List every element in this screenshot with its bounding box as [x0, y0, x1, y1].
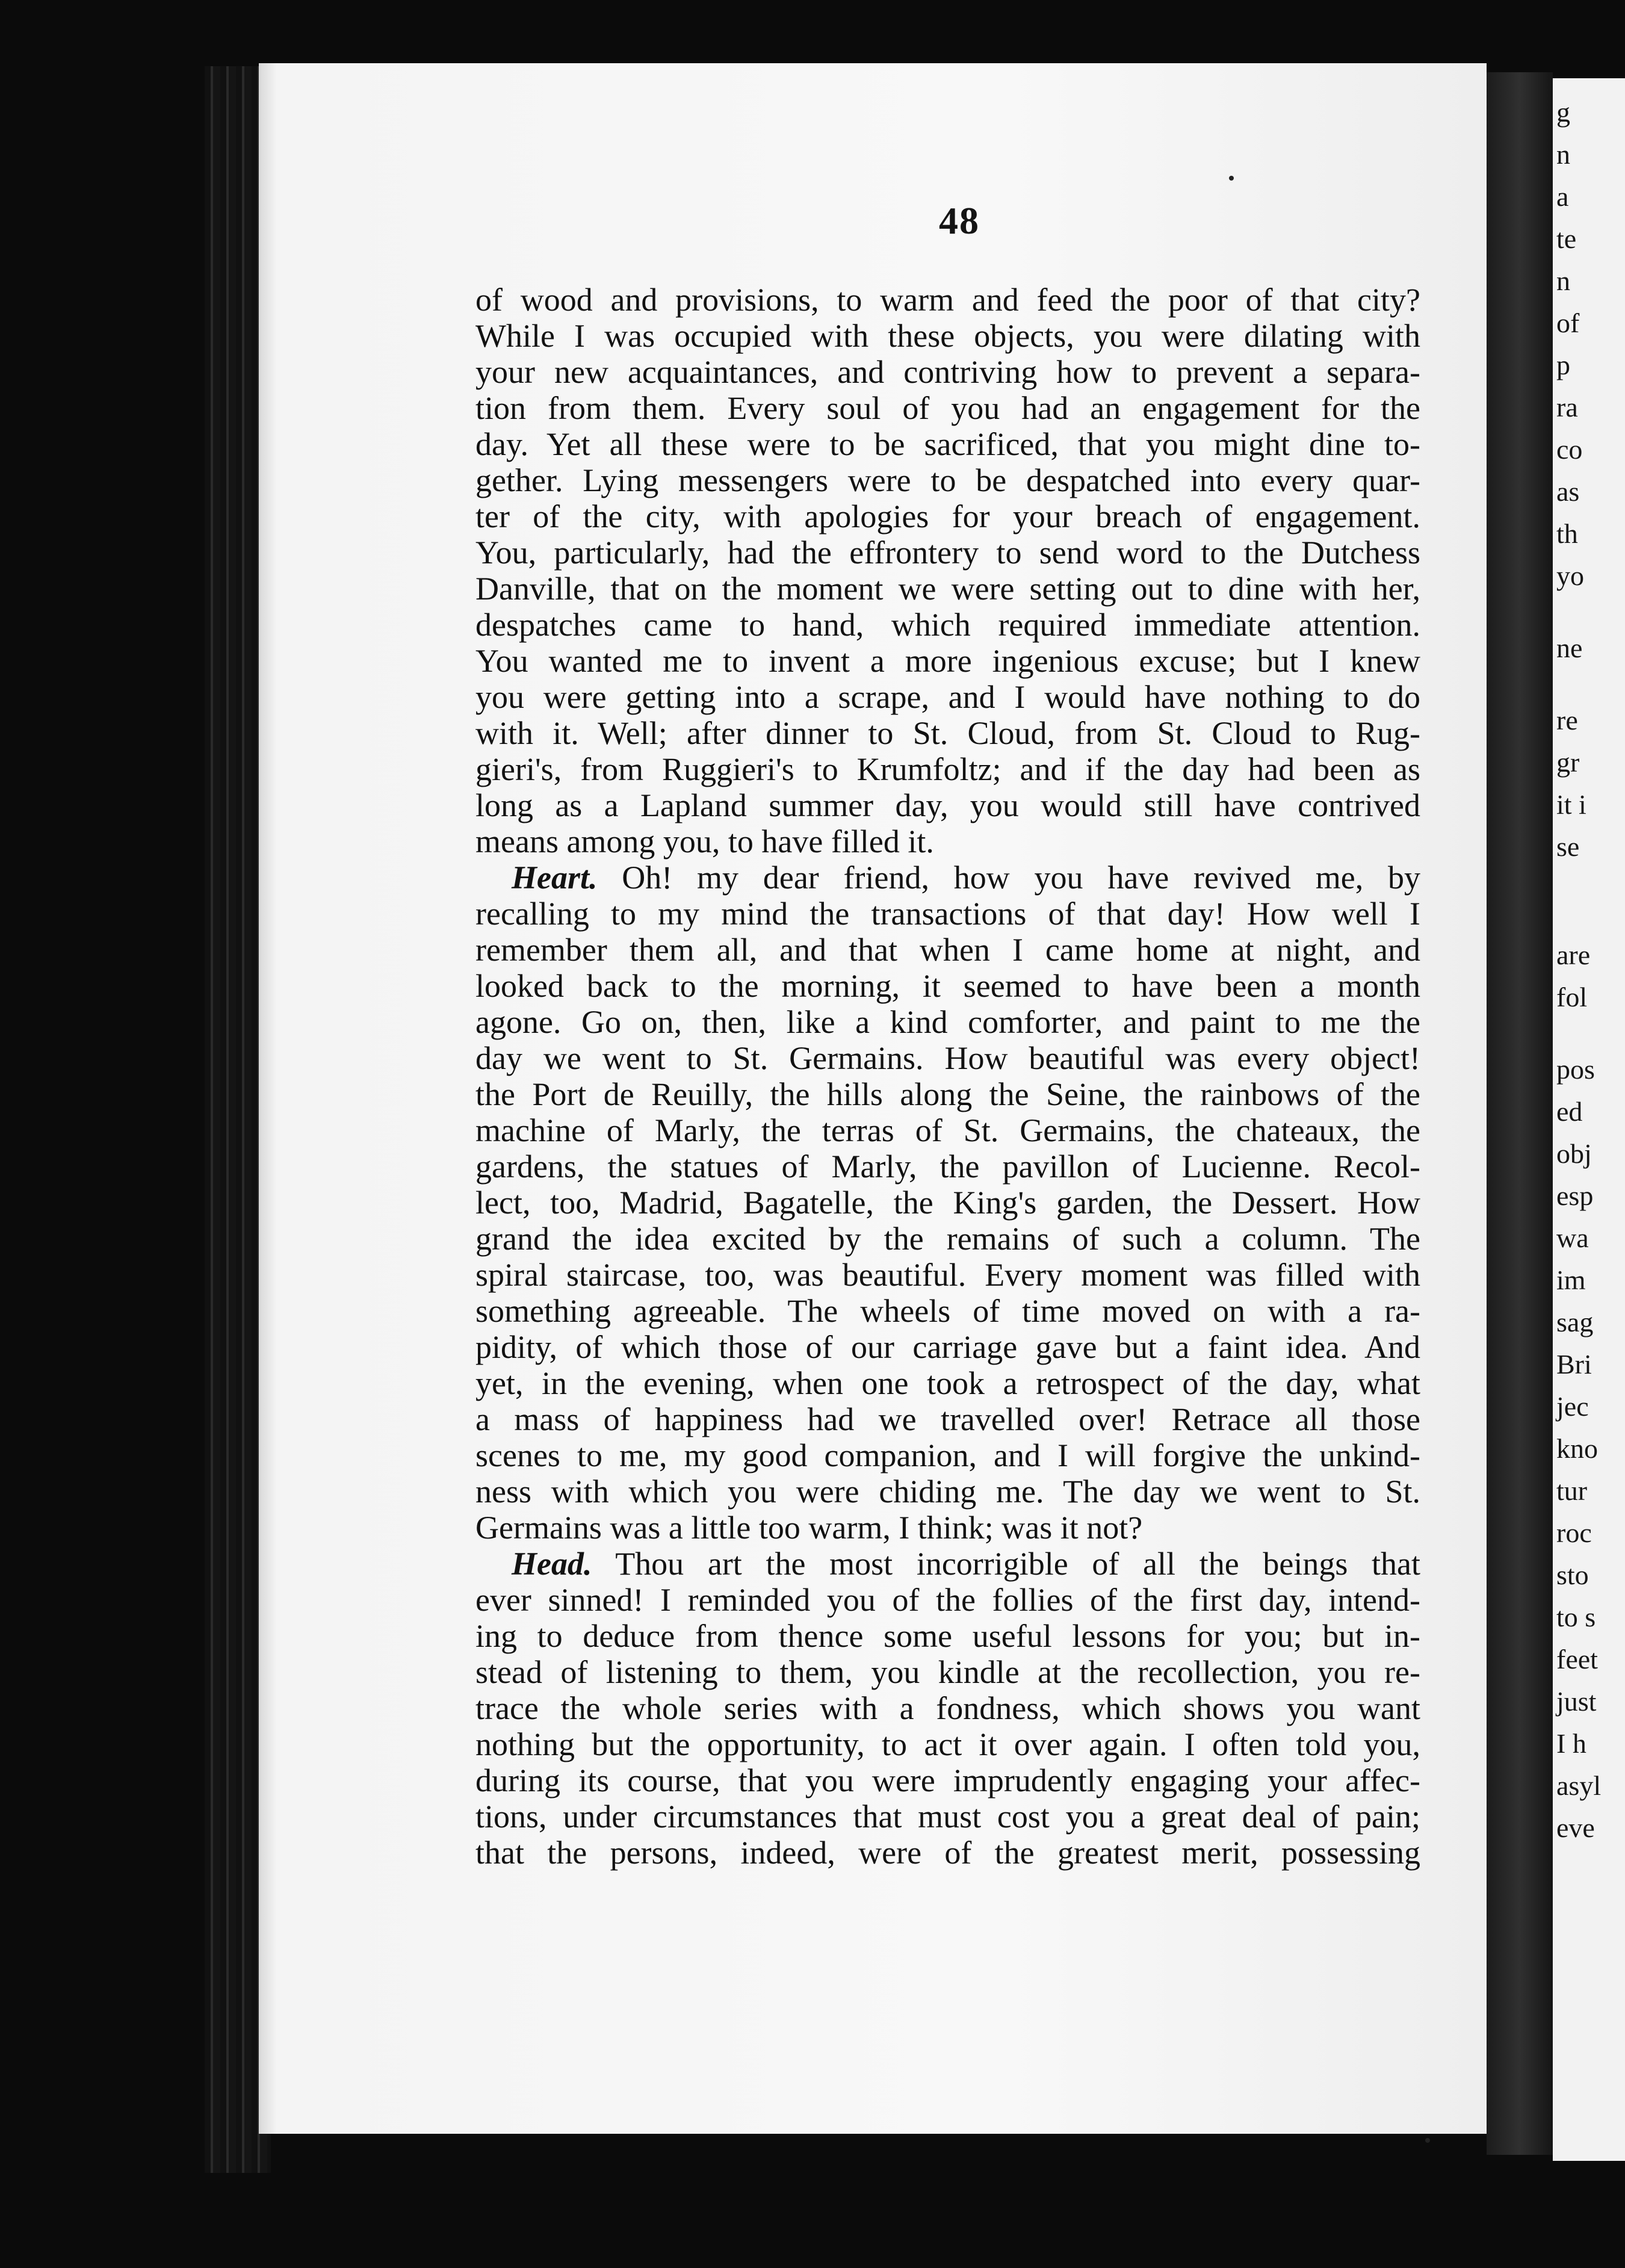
text-line	[475, 1799, 1420, 1835]
text-line	[475, 1365, 1420, 1401]
facing-page-fragment: are	[1556, 940, 1591, 970]
line-text: While I was occupied with these objects, you were dilating with	[475, 318, 1420, 354]
facing-page-fragment: of	[1556, 308, 1580, 338]
line-text: gieri's, from Ruggieri's to Krumfoltz; and if the day had been as	[475, 751, 1420, 787]
facing-page-fragment: roc	[1556, 1517, 1592, 1548]
text-line	[475, 534, 1420, 571]
text-line	[475, 1762, 1420, 1799]
facing-page-fragment: gr	[1556, 747, 1580, 778]
text-line	[475, 1257, 1420, 1293]
line-text: Germains was a little too warm, I think; was it not?	[475, 1510, 1143, 1546]
text-line	[475, 896, 1420, 932]
text-line	[475, 715, 1420, 751]
line-text: lect, too, Madrid, Bagatelle, the King's garden, the Dessert. How	[475, 1185, 1420, 1221]
text-line	[475, 787, 1420, 823]
text-line	[475, 968, 1420, 1004]
line-text: gardens, the statues of Marly, the pavillon of Lucienne. Recol-	[475, 1148, 1420, 1185]
line-text: tions, under circumstances that must cost you a great deal of pain;	[475, 1799, 1420, 1835]
facing-page-fragment: jec	[1556, 1391, 1589, 1422]
text-line	[475, 1401, 1420, 1437]
line-text: machine of Marly, the terras of St. Germains, the chateaux, the	[475, 1112, 1420, 1148]
facing-page-fragment: re	[1556, 705, 1578, 736]
line-text: yet, in the evening, when one took a retrospect of the day, what	[475, 1365, 1420, 1401]
line-text: recalling to my mind the transactions of that day! How well I	[475, 896, 1420, 932]
text-line	[475, 462, 1420, 498]
text-line	[475, 1148, 1420, 1185]
facing-page-fragment: im	[1556, 1265, 1586, 1295]
facing-page-fragment: co	[1556, 434, 1583, 465]
line-text: long as a Lapland summer day, you would still have contrived	[475, 787, 1420, 823]
text-line	[475, 679, 1420, 715]
facing-page-fragment: I h	[1556, 1728, 1586, 1759]
line-text: gether. Lying messengers were to be despatched into every quar-	[475, 462, 1420, 498]
line-text: means among you, to have filled it.	[475, 823, 934, 860]
line-text: tion from them. Every soul of you had an engagement for the	[475, 390, 1420, 426]
line-text: trace the whole series with a fondness, which shows you want	[475, 1690, 1420, 1726]
line-text: ever sinned! I reminded you of the follies of the first day, intend-	[475, 1582, 1420, 1618]
text-line	[475, 860, 1420, 896]
facing-page-fragment: a	[1556, 181, 1569, 212]
facing-page-fragment: wa	[1556, 1222, 1589, 1253]
text-line	[475, 607, 1420, 643]
facing-page-fragment: esp	[1556, 1180, 1594, 1211]
text-line	[475, 1329, 1420, 1365]
line-text: that the persons, indeed, were of the greatest merit, possessing	[475, 1835, 1420, 1871]
facing-page-edge	[1553, 78, 1625, 2161]
text-line	[475, 1185, 1420, 1221]
speaker-name: Heart.	[512, 860, 598, 896]
line-text: your new acquaintances, and contriving how to prevent a separa-	[475, 354, 1420, 390]
text-line	[475, 643, 1420, 679]
facing-page-fragment: just	[1556, 1686, 1597, 1717]
line-text: you were getting into a scrape, and I would have nothing to do	[475, 679, 1420, 715]
facing-page-fragment: n	[1556, 265, 1570, 296]
line-text: despatches came to hand, which required immediate attention.	[475, 607, 1420, 643]
facing-page-fragment: eve	[1556, 1812, 1595, 1843]
text-line	[475, 1040, 1420, 1076]
facing-page-fragment: se	[1556, 831, 1580, 862]
page-body-text	[475, 282, 1420, 1871]
text-line	[475, 318, 1420, 354]
page-number: 48	[939, 199, 980, 242]
text-line	[475, 1835, 1420, 1871]
text-line	[475, 1293, 1420, 1329]
facing-page-fragment: sto	[1556, 1560, 1589, 1590]
facing-page-fragment: p	[1556, 350, 1570, 380]
line-text: Oh! my dear friend, how you have revived me, by	[622, 860, 1420, 896]
facing-page-fragment: yo	[1556, 560, 1584, 591]
facing-page-fragment: kno	[1556, 1433, 1598, 1464]
line-text: ness with which you were chiding me. The day we went to St.	[475, 1473, 1420, 1510]
facing-page-fragment: Bri	[1556, 1349, 1592, 1380]
text-line	[475, 390, 1420, 426]
line-text: You wanted me to invent a more ingenious excuse; but I knew	[475, 643, 1420, 679]
text-line	[475, 1437, 1420, 1473]
text-line	[475, 1221, 1420, 1257]
facing-page-fragment: feet	[1556, 1644, 1598, 1675]
facing-page-fragment: as	[1556, 476, 1580, 507]
speck	[1229, 176, 1234, 181]
facing-page-fragment: ne	[1556, 633, 1583, 663]
line-text: grand the idea excited by the remains of such a column. The	[475, 1221, 1420, 1257]
line-text: agone. Go on, then, like a kind comforter, and paint to me the	[475, 1004, 1420, 1040]
line-text: something agreeable. The wheels of time moved on with a ra-	[475, 1293, 1420, 1329]
facing-page-fragment: ra	[1556, 392, 1578, 423]
text-line	[475, 282, 1420, 318]
line-text: Thou art the most incorrigible of all the beings that	[615, 1546, 1420, 1582]
text-line	[475, 932, 1420, 968]
facing-page-fragment: sag	[1556, 1307, 1594, 1337]
text-line	[475, 426, 1420, 462]
line-text: stead of listening to them, you kindle at the recollection, you re-	[475, 1654, 1420, 1690]
text-line	[475, 571, 1420, 607]
line-text: remember them all, and that when I came home at night, and	[475, 932, 1420, 968]
text-line	[475, 1076, 1420, 1112]
line-text: with it. Well; after dinner to St. Cloud, from St. Cloud to Rug-	[475, 715, 1420, 751]
text-line	[475, 1690, 1420, 1726]
line-text: a mass of happiness had we travelled over! Retrace all those	[475, 1401, 1420, 1437]
line-text: nothing but the opportunity, to act it over again. I often told you,	[475, 1726, 1420, 1762]
speaker-name: Head.	[512, 1546, 592, 1582]
text-line	[475, 1004, 1420, 1040]
text-line	[475, 1473, 1420, 1510]
facing-page-fragment: g	[1556, 97, 1570, 128]
line-text: ter of the city, with apologies for your breach of engagement.	[475, 498, 1420, 534]
facing-page-fragment: te	[1556, 223, 1577, 254]
line-text: Danville, that on the moment we were setting out to dine with her,	[475, 571, 1420, 607]
facing-page-fragment: tur	[1556, 1475, 1588, 1506]
facing-page-fragment: ed	[1556, 1096, 1583, 1127]
facing-page-fragment: th	[1556, 518, 1578, 549]
facing-page-fragment: obj	[1556, 1138, 1592, 1169]
text-line	[475, 1654, 1420, 1690]
text-line	[475, 751, 1420, 787]
line-text: ing to deduce from thence some useful lessons for you; but in-	[475, 1618, 1420, 1654]
text-line	[475, 498, 1420, 534]
line-text: day we went to St. Germains. How beautiful was every object!	[475, 1040, 1420, 1076]
facing-page-fragment: it i	[1556, 789, 1586, 820]
line-text: scenes to me, my good companion, and I will forgive the unkind-	[475, 1437, 1420, 1473]
line-text: spiral staircase, too, was beautiful. Every moment was filled with	[475, 1257, 1420, 1293]
text-line	[475, 1726, 1420, 1762]
text-line	[475, 1510, 1420, 1546]
facing-page-fragment: to s	[1556, 1602, 1596, 1632]
text-line	[475, 1112, 1420, 1148]
speck	[1425, 2138, 1430, 2143]
facing-page-fragment: fol	[1556, 982, 1588, 1012]
line-text: day. Yet all these were to be sacrificed, that you might dine to-	[475, 426, 1420, 462]
line-text: You, particularly, had the effrontery to send word to the Dutchess	[475, 534, 1420, 571]
line-text: during its course, that you were imprudently engaging your affec-	[475, 1762, 1420, 1799]
line-text: of wood and provisions, to warm and feed the poor of that city?	[475, 282, 1420, 318]
text-line	[475, 1546, 1420, 1582]
text-line	[475, 1618, 1420, 1654]
line-text: pidity, of which those of our carriage gave but a faint idea. And	[475, 1329, 1420, 1365]
facing-page-fragment: n	[1556, 139, 1570, 170]
book-spine-shadow	[1487, 72, 1553, 2155]
text-line	[475, 1582, 1420, 1618]
text-line	[475, 354, 1420, 390]
text-line	[475, 823, 1420, 860]
facing-page-fragment: asyl	[1556, 1770, 1602, 1801]
line-text: looked back to the morning, it seemed to have been a month	[475, 968, 1420, 1004]
facing-page-fragment: pos	[1556, 1054, 1595, 1085]
line-text: the Port de Reuilly, the hills along the Seine, the rainbows of the	[475, 1076, 1420, 1112]
